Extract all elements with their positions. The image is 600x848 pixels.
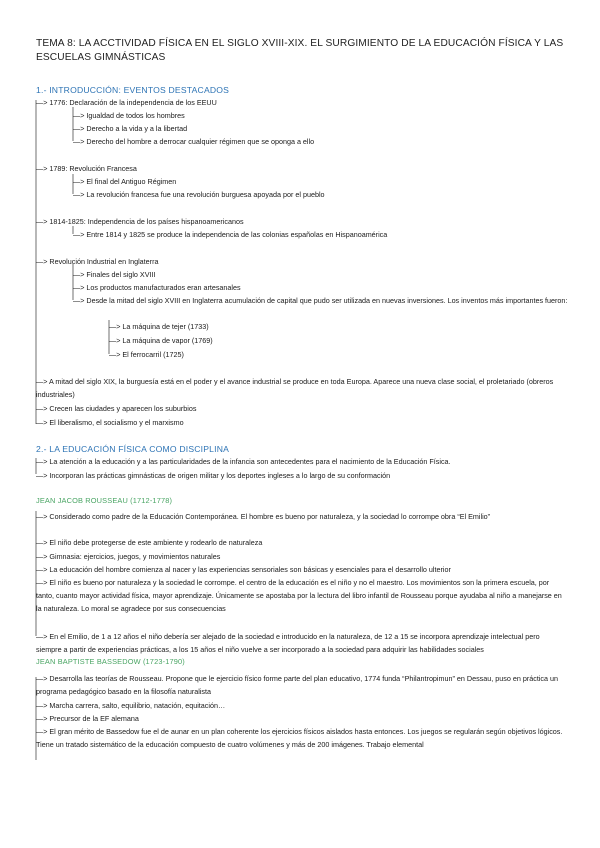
list-item: —> El niño debe protegerse de este ambiente y rodearlo de naturaleza [36,538,263,547]
section-heading-educacion-fisica: 2.- LA EDUCACIÓN FÍSICA COMO DISCIPLINA [36,444,230,454]
list-item: —> Marcha carrera, salto, equilibrio, natación, equitación… [36,701,226,710]
list-item: —> Finales del siglo XVIII [73,270,156,279]
section-heading-introduccion: 1.- INTRODUCCIÓN: EVENTOS DESTACADOS [36,85,230,95]
list-item: —> Incorporan las prácticas gimnásticas de origen militar y los deportes ingleses a lo largo de su conformación [36,471,391,480]
list-item: —> Derecho del hombre a derrocar cualquier régimen que se oponga a ello [73,137,315,146]
invention-item: —> El ferrocarril (1725) [109,350,184,359]
list-item: —> La atención a la educación y a las particularidades de la infancia son antecedentes para el nacimiento de la Educación Física. [36,457,451,466]
list-item: —> Desde la mitad del siglo XVIII en Inglaterra acumulación de capital que pudo ser utilizada en nuevas inversiones. Los inventos más importantes fueron: [73,296,568,305]
list-item: —> Precursor de la EF alemana [36,714,139,723]
list-item: —> Gimnasia: ejercicios, juegos, y movimientos naturales [36,552,221,561]
event-revolucion-industrial: —> Revolución Industrial en Inglaterra [36,257,159,266]
list-item: —> La revolución francesa fue una revolución burguesa apoyada por el pueblo [73,190,325,199]
list-item: —> Igualdad de todos los hombres [73,111,185,120]
list-item: —> Desarrolla las teorías de Rousseau. Propone que le ejercicio físico forme parte del plan educativo, 1774 funda “Philantropimun” en Dessau, puso en práctica un programa pedagógico basado en la filosofía naturalista [36,674,558,696]
list-item: —> Los productos manufacturados eran artesanales [73,283,241,292]
list-item: —> El liberalismo, el socialismo y el marxismo [36,418,184,427]
list-item: —> El final del Antiguo Régimen [73,177,177,186]
event-1814-1825: —> 1814-1825: Independencia de los países hispanoamericanos [36,217,244,226]
list-item: —> En el Emilio, de 1 a 12 años el niño debería ser alejado de la sociedad e introducido en la naturaleza, de 12 a 15 se incorpora aprendizaje intelectual pero siempre a partir de experiencias prácticas, a los 15 años el niño vuelve a ser incorporado a la sociedad para adquirir las habilidades sociales [36,632,540,654]
list-item: —> Crecen las ciudades y aparecen los suburbios [36,404,197,413]
document-title-line-1: TEMA 8: LA ACCTIVIDAD FÍSICA EN EL SIGLO XVIII-XIX. EL SURGIMIENTO DE LA EDUCACIÓN FÍSICA Y LAS [36,38,564,49]
invention-item: —> La máquina de vapor (1769) [109,336,213,345]
event-1776: —> 1776: Declaración de la independencia de los EEUU [36,98,217,107]
document-title-line-2: ESCUELAS GIMNÁSTICAS [36,52,166,63]
list-item: —> La educación del hombre comienza al nacer y las experiencias sensoriales son básicas y esenciales para el desarrollo ulterior [36,565,451,574]
list-item: —> Considerado como padre de la Educación Contemporánea. El hombre es bueno por naturaleza, y la sociedad lo corrompe obra “El Emilio” [36,512,491,521]
invention-item: —> La máquina de tejer (1733) [109,322,209,331]
person-heading-rousseau: JEAN JACOB ROUSSEAU (1712-1778) [36,496,173,505]
list-item: —> A mitad del siglo XIX, la burguesía está en el poder y el avance industrial se produce en toda Europa. Aparece una nueva clase social, el proletariado (obreros industriales) [36,377,554,399]
event-1789: —> 1789: Revolución Francesa [36,164,137,173]
person-heading-basedow: JEAN BAPTISTE BASSEDOW (1723-1790) [36,657,185,666]
list-item: —> Derecho a la vida y a la libertad [73,124,188,133]
list-item: —> Entre 1814 y 1825 se produce la independencia de las colonias españolas en Hispanoamérica [73,230,388,239]
list-item: —> El gran mérito de Bassedow fue el de aunar en un plan coherente los ejercicios físicos aislados hasta entonces. Los juegos se regularán según objetivos lógicos. Tiene un tratado sistemático de la educación compuesto de cuatro volúmenes y más de 200 imágenes. Trabajo elemental [36,727,563,749]
list-item: —> El niño es bueno por naturaleza y la sociedad le corrompe. el centro de la educación es el niño y no el maestro. Los movimientos son la primera escuela, por tanto, cuanto mayor actividad física, mayor aprendizaje. Únicamente se apostaba por la lectura del libro infantil de Rousseau porque ayudaba al niño a manejarse en la naturaleza. Lo moral se agradece por sus consecuencias [36,578,562,613]
